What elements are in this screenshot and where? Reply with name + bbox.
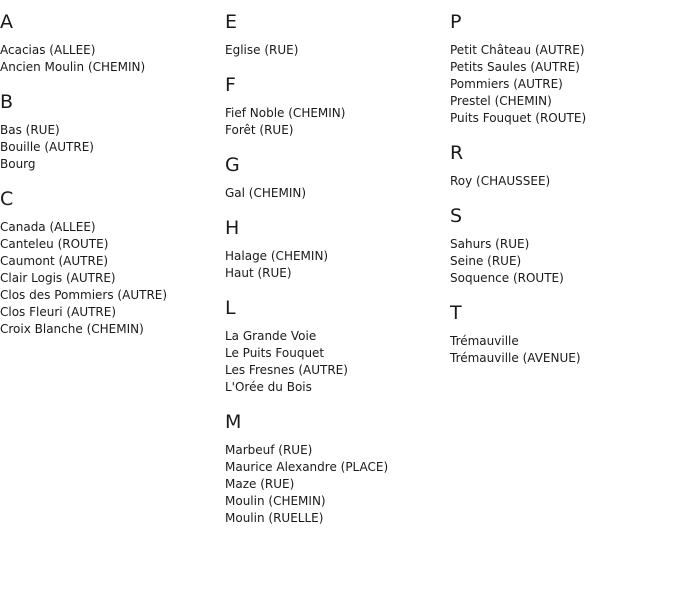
letter-section: [225, 153, 445, 202]
street-list: [225, 442, 445, 527]
street-item: Clair Logis (AUTRE): [0, 271, 116, 285]
letter-section: [450, 301, 670, 367]
letter-section: [225, 216, 445, 282]
street-item: Les Fresnes (AUTRE): [225, 363, 348, 377]
street-item: Clos Fleuri (AUTRE): [0, 305, 117, 319]
letter-heading: L: [225, 297, 236, 319]
letter-section: [225, 10, 445, 59]
letter-heading: P: [450, 11, 462, 33]
street-list: [225, 248, 445, 282]
street-item: Clos des Pommiers (AUTRE): [0, 288, 168, 302]
street-column: [450, 10, 670, 381]
letter-section: [225, 410, 445, 527]
street-list: [450, 236, 670, 287]
street-item: La Grande Voie: [225, 329, 317, 343]
street-item: Forêt (RUE): [225, 123, 294, 137]
street-item: Eglise (RUE): [225, 43, 299, 57]
street-item: Gal (CHEMIN): [225, 186, 307, 200]
street-item: Ancien Moulin (CHEMIN): [0, 60, 146, 74]
letter-heading: S: [450, 205, 463, 227]
street-list: [225, 42, 445, 59]
street-item: Bas (RUE): [0, 123, 60, 137]
street-item: Maze (RUE): [225, 477, 295, 491]
street-item: Moulin (RUELLE): [225, 511, 324, 525]
street-item: Petits Saules (AUTRE): [450, 60, 580, 74]
street-item: Trémauville (AVENUE): [450, 351, 581, 365]
street-column: [0, 10, 220, 352]
letter-heading: R: [450, 142, 464, 164]
street-item: Acacias (ALLEE): [0, 43, 96, 57]
letter-heading: E: [225, 11, 238, 33]
street-item: Halage (CHEMIN): [225, 249, 329, 263]
street-item: Caumont (AUTRE): [0, 254, 109, 268]
street-item: Seine (RUE): [450, 254, 522, 268]
street-list: [225, 328, 445, 396]
letter-heading: G: [225, 154, 240, 176]
street-item: Puits Fouquet (ROUTE): [450, 111, 587, 125]
street-item: Petit Château (AUTRE): [450, 43, 585, 57]
street-column: [225, 10, 445, 541]
letter-section: [225, 73, 445, 139]
letter-section: [450, 204, 670, 287]
letter-heading: M: [225, 411, 242, 433]
letter-heading: C: [0, 188, 14, 210]
street-list: [0, 42, 220, 76]
letter-section: [450, 141, 670, 190]
street-item: Haut (RUE): [225, 266, 292, 280]
letter-section: [450, 10, 670, 127]
street-list: [0, 219, 220, 338]
letter-heading: A: [0, 11, 13, 33]
street-item: Soquence (ROUTE): [450, 271, 564, 285]
street-item: Roy (CHAUSSEE): [450, 174, 551, 188]
street-item: Croix Blanche (CHEMIN): [0, 322, 144, 336]
letter-heading: H: [225, 217, 240, 239]
street-item: Sahurs (RUE): [450, 237, 530, 251]
street-item: Canada (ALLEE): [0, 220, 96, 234]
letter-section: [0, 187, 220, 338]
street-item: Prestel (CHEMIN): [450, 94, 552, 108]
street-item: L'Orée du Bois: [225, 380, 312, 394]
letter-section: [0, 90, 220, 173]
street-item: Canteleu (ROUTE): [0, 237, 109, 251]
street-item: Le Puits Fouquet: [225, 346, 325, 360]
street-item: Marbeuf (RUE): [225, 443, 313, 457]
street-item: Fief Noble (CHEMIN): [225, 106, 346, 120]
letter-heading: T: [450, 302, 462, 324]
street-item: Pommiers (AUTRE): [450, 77, 563, 91]
street-list: [225, 105, 445, 139]
street-list: [0, 122, 220, 173]
letter-section: [0, 10, 220, 76]
street-list: [450, 42, 670, 127]
street-list: [450, 333, 670, 367]
street-item: Bourg: [0, 157, 36, 171]
letter-heading: F: [225, 74, 236, 96]
street-list: [450, 173, 670, 190]
street-list: [225, 185, 445, 202]
letter-section: [225, 296, 445, 396]
street-item: Moulin (CHEMIN): [225, 494, 326, 508]
street-item: Bouille (AUTRE): [0, 140, 94, 154]
letter-heading: B: [0, 91, 14, 113]
street-item: Trémauville: [450, 334, 519, 348]
street-item: Maurice Alexandre (PLACE): [225, 460, 389, 474]
